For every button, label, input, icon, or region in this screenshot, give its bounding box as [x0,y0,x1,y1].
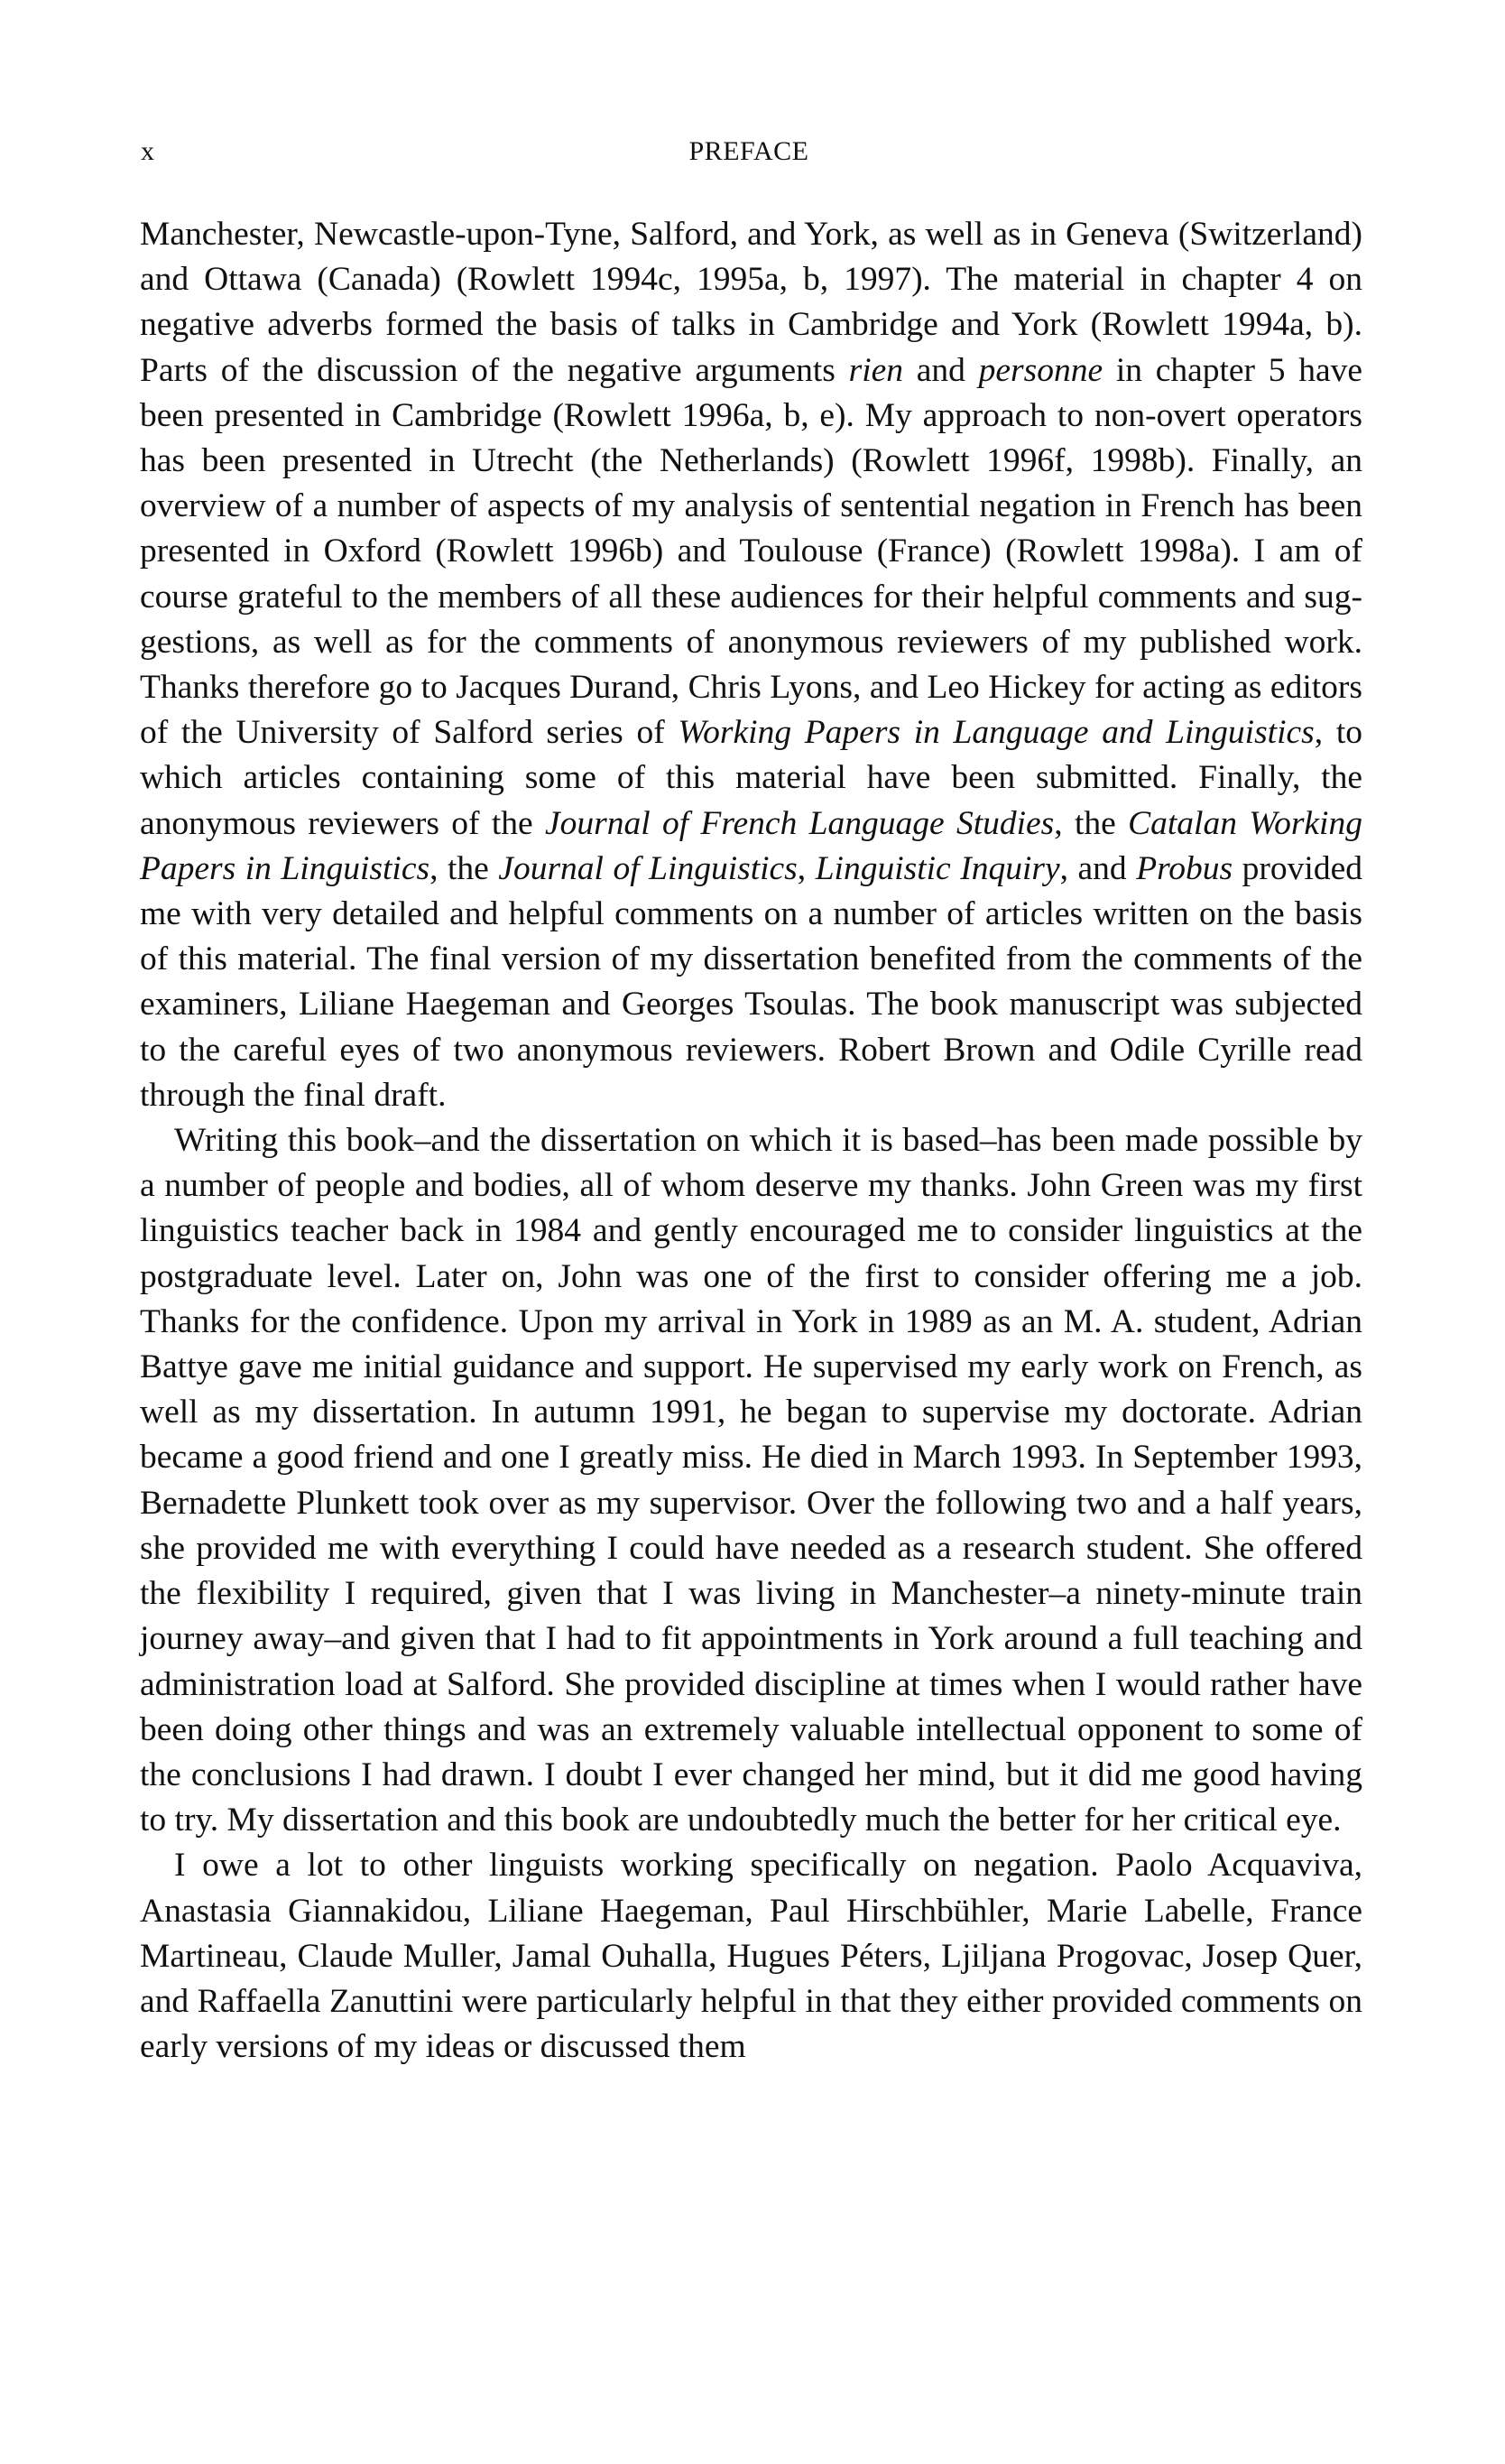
text-run: , the [1054,804,1129,842]
paragraph [140,212,1362,1118]
italic-title: Linguistic Inquiry [815,849,1060,887]
text-run: , to which articles containing some of this material have been submitted. Finally, the anonymous reviewers of the [140,714,1362,842]
text-run: I owe a lot to other linguists working specifically on negation. Paolo Acquaviva, Anastasia Giannakidou, Liliane Haegeman, Paul Hirschbühler, Marie Labelle, France Martineau, Claude Muller, Jamal Ouhalla, Hugues Péters, Ljiljana Progovac, Josep Quer, and Raffaella Zanuttini were particularly helpful in that they either provided comments on early versions of my ideas or discussed them [140,1847,1362,2066]
body-text [140,212,1362,2070]
italic-title: Catalan Working Papers in Linguistics [140,804,1362,887]
text-run: in chapter 5 have been presented in Cambridge (Rowlett 1996a, b, e). My approach to non-overt operators has been presented in Utrecht (the Netherlands) (Rowlett 1996f, 1998b). Finally, an overview of a number of aspects of my analysis of sentential negation in French has been presented in Oxford (Rowlett 1996b) and Toulouse (France) (Rowlett 1998a). I am of course grateful to the members of all these audiences for their helpful comments and suggestions, as well as for the comments of anonymous reviewers of my published work. Thanks therefore go to Jacques Durand, Chris Lyons, and Leo Hickey for acting as editors of the University of Salford series of [140,351,1363,752]
text-run: Writing this book–and the dissertation on which it is based–has been made possible by a number of people and bodies, all of whom deserve my thanks. John Green was my first linguistics teacher back in 1984 and gently encouraged me to consider linguistics at the postgraduate level. Later on, John was one of the first to consider offering me a job. Thanks for the confidence. Upon my arrival in York in 1989 as an M. A. student, Adrian Battye gave me initial guidance and support. He supervised my early work on French, as well as my dissertation. In autumn 1991, he began to supervise my doctorate. Adrian became a good friend and one I greatly miss. He died in March 1993. In September 1993, Bernadette Plunkett took over as my supervisor. Over the following two and a half years, she provided me with everything I could have needed as a research student. She offered the flexibility I required, given that I was living in Manchester–a ninety-minute train journey away–and given that I had to fit appointments in York around a full teaching and administration load at Salford. She provided discipline at times when I would rather have been doing other things and was an extremely valuable intellectual opponent to some of the conclusions I had drawn. I doubt I ever changed her mind, but it did me good having to try. My dissertation and this book are undoubtedly much the better for her critical eye. [140,1122,1362,1839]
text-run: , [797,849,816,887]
italic-title: Journal of Linguistics [498,849,798,887]
running-head [135,132,1362,171]
text-run: , and [1059,849,1137,887]
text-run: Manchester, Newcastle-upon-Tyne, Salford, and York, as well as in Geneva (Switzerland) and Ottawa (Canada) (Rowlett 1994c, 1995a, b, 1997). The material in chapter 4 on negative adverbs formed the basis of talks in Cambridge and York (Rowlett 1994a, b). Parts of the discussion of the negative arguments [140,216,1362,389]
text-run: , the [429,849,499,887]
page-number: x [141,136,154,166]
italic-title: Journal of French Language Studies [544,804,1055,842]
text-run: provided me with very detailed and helpful comments on a number of articles written on the basis of this material. The final version of my dissertation benefited from the comments of the examiners, Liliane Haegeman and Georges Tsoulas. The book manuscript was subjected to the careful eyes of two anonymous reviewers. Robert Brown and Odile Cyrille read through the final draft. [140,849,1362,1114]
italic-term: rien [848,351,904,389]
italic-title: Working Papers in Language and Linguistics [678,714,1315,752]
italic-term: personne [978,351,1103,389]
paragraph [140,1843,1362,2070]
text-run: and [903,351,979,389]
running-head-title: PREFACE [688,136,809,166]
italic-title: Probus [1136,849,1233,887]
paragraph [140,1118,1362,1843]
